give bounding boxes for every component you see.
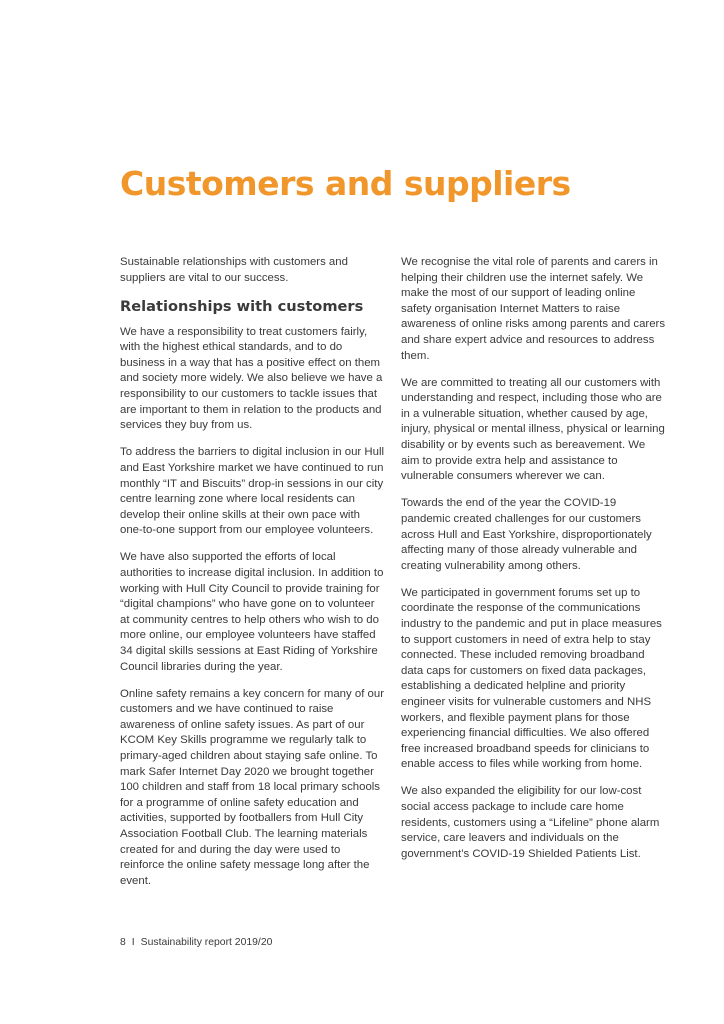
footer-separator: I bbox=[131, 937, 135, 948]
body-paragraph: We have a responsibility to treat customers fairly, with the highest ethical standards, and to do business in a way that has a positive effect on them and society more widely. We also believe we have a responsibility to our customers to tackle issues that are important to them in relation to the products and services they buy from us. bbox=[120, 325, 383, 432]
body-paragraph: To address the barriers to digital inclusion in our Hull and East Yorkshire market we have continued to run monthly “IT and Biscuits” drop-in sessions in our city centre learning zone where local residents can develop their online skills at their own pace with one-to-one support from our employee volunteers. bbox=[120, 446, 385, 537]
page-footer bbox=[120, 937, 272, 948]
left-column bbox=[120, 255, 385, 901]
body-paragraph: We also expanded the eligibility for our low-cost social access package to include care home residents, customers using a “Lifeline” phone alarm service, care leavers and individuals on the government’s COVID-19 Shielded Patients List. bbox=[401, 785, 660, 860]
page-number: 8 bbox=[120, 937, 126, 948]
body-paragraph: Towards the end of the year the COVID-19 pandemic created challenges for our customers across Hull and East Yorkshire, disproportionately affecting many of those already vulnerable and creating vulnerability among others. bbox=[401, 497, 652, 572]
body-paragraph: We recognise the vital role of parents and carers in helping their children use the internet safely. We make the most of our support of leading online safety organisation Internet Matters to raise awareness of online risks among parents and carers and share expert advice and resources to address them. bbox=[401, 256, 666, 362]
body-paragraph: We have also supported the efforts of local authorities to increase digital inclusion. In addition to working with Hull City Council to provide training for “digital champions” who have gone on to volunteer at community centres to help others who wish to do more online, our employee volunteers have staffed 34 digital skills sessions at East Riding of Yorkshire Council libraries during the year. bbox=[120, 551, 384, 673]
body-paragraph: We are committed to treating all our customers with understanding and respect, including those who are in a vulnerable situation, whether caused by age, injury, physical or mental illness, physical or learning disability or by events such as bereavement. We aim to provide extra help and assistance to vulnerable consumers wherever we can. bbox=[401, 376, 665, 483]
intro-paragraph: Sustainable relationships with customers and suppliers are vital to our success. bbox=[120, 256, 348, 284]
report-name: Sustainability report 2019/20 bbox=[140, 937, 273, 948]
right-column bbox=[401, 255, 666, 874]
body-paragraph: We participated in government forums set up to coordinate the response of the communications industry to the pandemic and put in place measures to support customers in need of extra help to stay connected. These included removing broadband data caps for customers on fixed data packages, establishing a dedicated helpline and priority engineer visits for vulnerable customers and NHS workers, and flexible payment plans for those experiencing financial difficulties. We also offered free increased broadband speeds for clinicians to enable access to files while working from home. bbox=[401, 586, 662, 771]
page-title: Customers and suppliers bbox=[120, 164, 571, 203]
body-paragraph: Online safety remains a key concern for many of our customers and we have continued to raise awareness of online safety issues. As part of our KCOM Key Skills programme we regularly talk to primary-aged children about staying safe online. To mark Safer Internet Day 2020 we brought together 100 children and staff from 18 local primary schools for a programme of online safety education and activities, supported by footballers from Hull City Association Football Club. The learning materials created for and during the day were used to reinforce the online safety message long after the event. bbox=[120, 687, 385, 887]
section-heading: Relationships with customers bbox=[120, 297, 364, 315]
